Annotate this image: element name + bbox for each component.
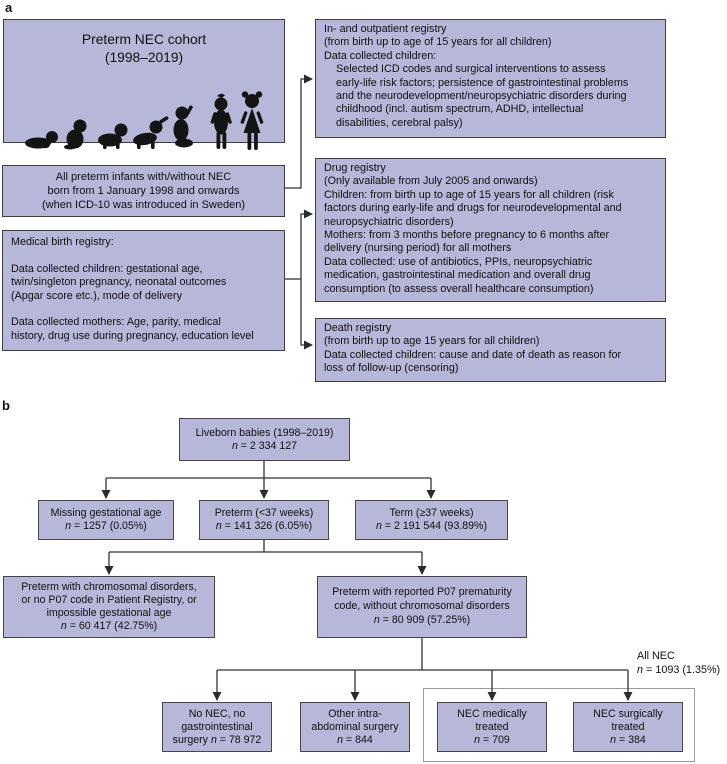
nec-surgical-text: NEC surgically treated xyxy=(593,707,663,733)
no-nec-box xyxy=(162,702,272,752)
term-title: Term (≥37 weeks) xyxy=(389,507,474,519)
nec-surgical-count: n = 384 xyxy=(610,733,646,746)
excluded-preterm-box xyxy=(3,576,215,638)
excluded-count: n = 60 417 (42.75%) xyxy=(60,620,158,633)
missing-ga-box xyxy=(38,500,174,540)
baby-growth-silhouettes-icon xyxy=(18,90,272,154)
panel-a-label: a xyxy=(5,0,13,15)
all-nec-count: n = 1093 (1.35%) xyxy=(637,663,721,676)
no-nec-text: No NEC, no gastrointestinal xyxy=(181,707,253,733)
nec-medical-count: n = 709 xyxy=(474,733,510,746)
all-nec-title: All NEC xyxy=(637,650,675,662)
no-nec-count: surgery n = 78 972 xyxy=(172,733,262,746)
all-nec-label xyxy=(637,650,720,677)
preterm-infants-text: All preterm infants with/without NEC born from 1 January 1998 and onwards (when ICD-10 was introduced in Sweden) xyxy=(42,170,245,212)
nec-surgical-box xyxy=(573,702,683,752)
inout-registry-box xyxy=(315,19,666,138)
medical-birth-registry-text: Medical birth registry: Data collected children: gestational age, twin/singleton pregnancy, neonatal outcomes (Apgar score etc.), mode of delivery Data collected mothers: Age, parity, medical history, drug use during pregnancy, education level xyxy=(11,236,254,342)
nec-medical-box xyxy=(437,702,547,752)
preterm-title: Preterm (<37 weeks) xyxy=(214,507,314,519)
drug-registry-text: Drug registry (Only available from July 2005 and onwards) Children: from birth up to age of 15 years for all children (risk factors during early-life and drugs for neurodevelopmental and neuropsychiatric disorders) Mothers: from 3 months before pregnancy to 6 months after delivery (nursing period) for all mothers Data collected: use of antibiotics, PPIs, neuropsychiatric medication, gastrointestinal medication and overall drug consumption (to assess overall healthcare consumption) xyxy=(324,162,622,295)
other-surgery-count: n = 844 xyxy=(337,733,373,746)
liveborn-title: Liveborn babies (1998–2019) xyxy=(195,426,334,439)
nec-medical-text: NEC medically treated xyxy=(457,707,527,733)
panel-b-label: b xyxy=(2,398,10,413)
preterm-infants-box xyxy=(2,165,285,217)
missing-ga-title: Missing gestational age xyxy=(50,507,162,519)
liveborn-count: n = 2 334 127 xyxy=(231,439,298,452)
inout-registry-text: In- and outpatient registry (from birth up to age of 15 years for all children) Data collected children: Selected ICD codes and surgical interventions to assess early-life risk factors; persistence of gastrointestinal problems and the neurodevelopment/neuropsychiatric disorders during childhood (incl. autism spectrum, ADHD, intellectual disabilities, cerebral palsy) xyxy=(324,23,629,129)
other-surgery-box xyxy=(300,702,410,752)
medical-birth-registry-box xyxy=(2,230,285,351)
cohort-title: Preterm NEC cohort (1998–2019) xyxy=(81,32,207,65)
missing-ga-count: n = 1257 (0.05%) xyxy=(65,520,147,532)
drug-registry-box xyxy=(315,158,666,302)
death-registry-text: Death registry (from birth up to age 15 years for all children) Data collected children: cause and date of death as reason for loss of follow-up (censoring) xyxy=(324,322,622,375)
preterm-count: n = 141 326 (6.05%) xyxy=(215,520,313,532)
p07-preterm-box xyxy=(317,576,527,638)
death-registry-box xyxy=(315,318,666,382)
liveborn-box xyxy=(179,418,350,461)
p07-text: Preterm with reported P07 prematurity code, without chromosomal disorders xyxy=(332,586,512,613)
p07-count: n = 80 909 (57.25%) xyxy=(373,613,471,626)
term-count: n = 2 191 544 (93.89%) xyxy=(375,520,488,532)
preterm-box xyxy=(199,500,329,540)
excluded-text: Preterm with chromosomal disorders, or no P07 code in Patient Registry, or impossible gestational age xyxy=(21,580,197,619)
other-surgery-text: Other intra- abdominal surgery xyxy=(311,707,399,733)
term-box xyxy=(355,500,508,540)
cohort-box xyxy=(3,19,285,143)
